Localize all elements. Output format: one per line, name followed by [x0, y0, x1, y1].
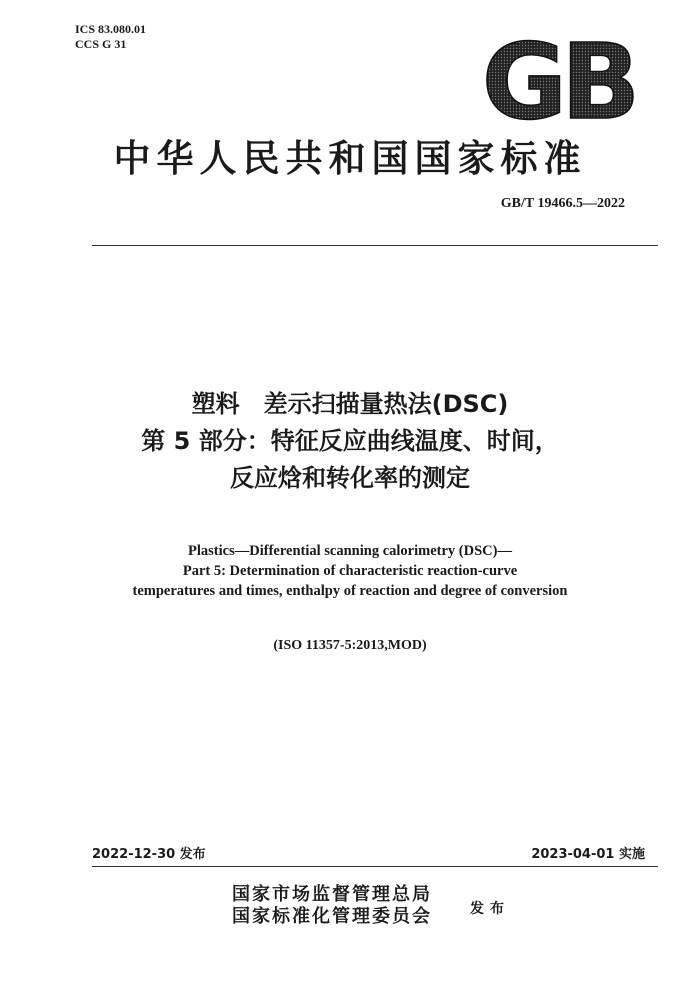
issuer-sac: 国家标准化管理委员会: [232, 906, 432, 927]
main-title: 中华人民共和国国家标准: [113, 136, 587, 180]
ccs-code: CCS G 31: [75, 37, 127, 51]
english-title-line-2: Part 5: Determination of characteristic reaction-curve: [182, 563, 518, 579]
iso-reference: (ISO 11357-5:2013,MOD): [273, 638, 427, 653]
header-divider: [92, 245, 658, 246]
publish-date: 2022-12-30 发布: [92, 847, 206, 862]
chinese-title-line-2: 第 5 部分：特征反应曲线温度、时间，: [141, 427, 559, 455]
gb-logo: [482, 38, 634, 124]
chinese-title-line-1: 塑料 差示扫描量热法(DSC): [191, 390, 509, 418]
ics-code: ICS 83.080.01: [75, 22, 147, 36]
footer-divider: [92, 866, 658, 867]
english-title: [0, 541, 700, 601]
chinese-title: [0, 386, 700, 497]
standard-number: GB/T 19466.5—2022: [500, 196, 625, 211]
english-title-line-3: temperatures and times, enthalpy of reaction and degree of conversion: [132, 583, 568, 599]
implement-date: 2023-04-01 实施: [531, 847, 645, 862]
issuing-authorities: [232, 884, 432, 928]
issuer-samr: 国家市场监督管理总局: [232, 884, 432, 905]
english-title-line-1: Plastics—Differential scanning calorimetry (DSC)—: [188, 543, 512, 559]
issue-label: 发布: [470, 901, 510, 917]
chinese-title-line-3: 反应焓和转化率的测定: [230, 464, 470, 492]
gb-logo-text: GB: [482, 38, 634, 124]
classification-codes: [75, 22, 146, 52]
